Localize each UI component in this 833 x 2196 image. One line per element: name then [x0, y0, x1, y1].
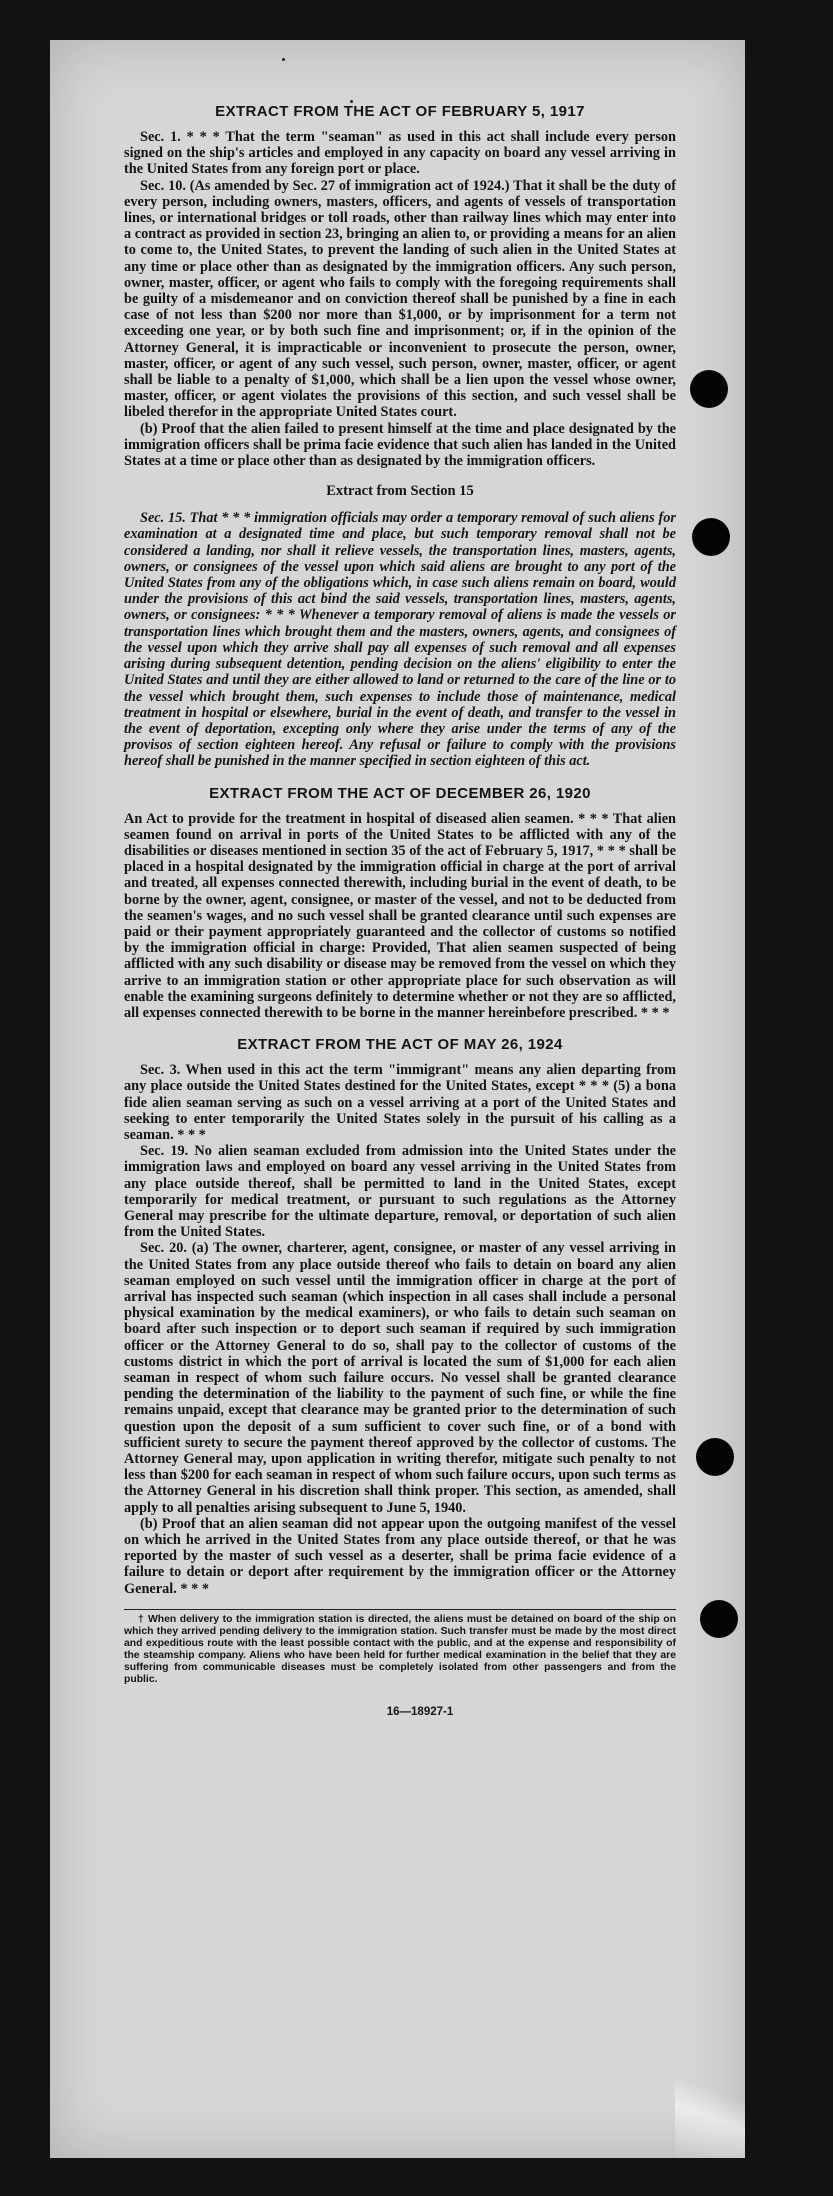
paragraph-sec-15: Sec. 15. That * * * immigration officials may order a temporary removal of such aliens for examination at a designated time and place, but such temporary removal shall not be considered a landing, nor shall it relieve vessels, the transportation lines, masters, agents, owners, or consignees of the vessel upon which said aliens are brought to any port of the United States from any of the obligations which, in case such aliens remain on board, would under the provisions of this act bind the said vessels, transportation lines, masters, agents, owners, or consignees: * * * Whenever a temporary removal of aliens is made the vessels or transportation lines which brought them and the masters, owners, agents, and consignees of the vessel upon which they arrive shall pay all expenses of such removal and all expenses arising during subsequent detention, pending decision on the aliens' eligibility to enter the United States and until they are either allowed to land or returned to the care of the line or to the vessel which brought them, such expenses to include those of maintenance, medical treatment in hospital or elsewhere, burial in the event of death, and transfer to the vessel in the event of deportation, excepting only where they arise under the terms of any of the provisos of section eighteen hereof. Any refusal or failure to comply with the provisions hereof shall be punished in the manner specified in section eighteen of this act. [124, 510, 676, 770]
paragraph-act-1920: An Act to provide for the treatment in hospital of diseased alien seamen. * * * That alien seamen found on arrival in ports of the United States to be afflicted with any of the disabilities or diseases mentioned in section 35 of the act of February 5, 1917, * * * shall be placed in a hospital designated by the immigration official in charge at the port of arrival and treated, all expenses connected therewith, including burial in the event of death, to be borne by the owner, agent, consignee, or master of the vessel, and not to be deducted from the seamen's wages, and no such vessel shall be granted clearance until such expenses are paid or their payment appropriately guaranteed and the collector of customs so notified by the immigration official in charge: Provided, That alien seamen suspected of being afflicted with any such disability or disease may be removed from the vessel on which they arrive to an immigration station or other appropriate place for such observation as will enable the examining surgeons definitely to determine whether or not they are so afflicted, all expenses connected therewith to be borne in the manner hereinbefore prescribed. * * * [124, 810, 676, 1021]
form-number: 16—18927-1 [386, 1705, 454, 1718]
paragraph-sec-19: Sec. 19. No alien seaman excluded from admission into the United States under the immigration laws and employed on board any vessel arriving in the United States from any place outside thereof, shall be permitted to land in the United States, except temporarily for medical treatment, or pursuant to such regulations as the Attorney General may prescribe for the ultimate departure, removal, or deportation of such alien from the United States. [124, 1143, 676, 1241]
heading-section-15: Extract from Section 15 [326, 483, 474, 500]
paragraph-sec-10: Sec. 10. (As amended by Sec. 27 of immigration act of 1924.) That it shall be the duty of every person, including owners, masters, officers, and agents of vessels of transportation lines, or international bridges or toll roads, other than railway lines which may enter into a contract as provided in section 23, bringing an alien to, or providing a means for an alien to come to, the United States, to prevent the landing of such alien in the United States at any time or place other than as designated by the immigration officers. Any such person, owner, master, officer, or agent who fails to comply with the foregoing requirements shall be guilty of a misdemeanor and on conviction thereof shall be punished by a fine in each case of not less than $200 nor more than $1,000, or by imprisonment for a term not exceeding one year, or by both such fine and imprisonment; or, if in the opinion of the Attorney General, it is impracticable or inconvenient to prosecute the person, owner, master, officer, or agent of any such vessel, such person, owner, master, officer, or agent shall be liable to a penalty of $1,000, which shall be a lien upon the vessel whose owner, master, officer, or agent violates the provisions of this section, and such vessel shall be libeled therefor in the appropriate United States court. [124, 177, 676, 421]
punch-hole [692, 518, 730, 556]
heading-act-1917: EXTRACT FROM THE ACT OF FEBRUARY 5, 1917 [215, 103, 585, 120]
heading-act-1924: EXTRACT FROM THE ACT OF MAY 26, 1924 [237, 1036, 563, 1054]
heading-act-1920: EXTRACT FROM THE ACT OF DECEMBER 26, 1920 [209, 784, 591, 802]
punch-hole [690, 370, 728, 408]
ink-mark [282, 58, 285, 61]
punch-hole [700, 1600, 738, 1638]
footnote: † When delivery to the immigration station is directed, the aliens must be detained on board of the ship on which they arrived pending delivery to the immigration station. Such transfer must be made by the most direct and expeditious route with the least possible contact with the public, and at the expense and responsibility of the steamship company. Aliens who have been held for further medical examination in the belief that they are suffering from communicable diseases must be completely isolated from other passengers and from the public. [124, 1613, 676, 1685]
footnote-divider [124, 1609, 676, 1610]
punch-hole [696, 1438, 734, 1476]
paragraph-sec-3: Sec. 3. When used in this act the term "immigrant" means any alien departing from any place outside the United States destined for the United States, except * * * (5) a bona fide alien seaman serving as such on a vessel arriving at a port of the United States and seeking to enter temporarily the United States solely in the pursuit of his calling as a seaman. * * * [124, 1062, 676, 1143]
paragraph-sec-1: Sec. 1. * * * That the term "seaman" as used in this act shall include every person signed on the ship's articles and employed in any capacity on board any vessel arriving in the United States from any foreign port or place. [124, 129, 676, 178]
document-page [50, 40, 745, 2158]
paragraph-sec-10b: (b) Proof that the alien failed to present himself at the time and place designated by the immigration officers shall be prima facie evidence that such alien has landed in the United States at a time or place other than as designated by the immigration officers. [124, 420, 676, 470]
document-body [124, 92, 676, 1718]
paragraph-sec-20b: (b) Proof that an alien seaman did not appear upon the outgoing manifest of the vessel on which he arrived in the United States from any place outside thereof, or that he was reported by the master of such vessel as a deserter, shall be prima facie evidence of a failure to detain or deport after requirement by the immigration officer or the Attorney General. * * * [124, 1515, 676, 1597]
page-fold [675, 2048, 745, 2158]
paragraph-sec-20a: Sec. 20. (a) The owner, charterer, agent, consignee, or master of any vessel arriving in the United States from any place outside thereof who fails to detain on board any alien seaman employed on such vessel until the immigration officer in charge at the port of arrival has inspected such seaman (which inspection in all cases shall include a personal physical examination by the medical examiners), or who fails to detain such seaman on board after such inspection or to deport such seaman if required by such immigration officer or the Attorney General to do so, shall pay to the collector of customs of the customs district in which the port of arrival is located the sum of $1,000 for each alien seaman in respect of whom such failure occurs. No vessel shall be granted clearance pending the determination of the liability to the payment of such fine, or while the fine remains unpaid, except that clearance may be granted prior to the determination of such question upon the deposit of a sum sufficient to cover such fine, or of a bond with sufficient surety to secure the payment thereof approved by the collector of customs. The Attorney General may, upon application in writing therefor, mitigate such penalty to not less than $200 for each seaman in respect of whom such failure occurs, upon such terms as the Attorney General in his discretion shall think proper. This section, as amended, shall apply to all penalties arising subsequent to June 5, 1940. [124, 1240, 676, 1516]
